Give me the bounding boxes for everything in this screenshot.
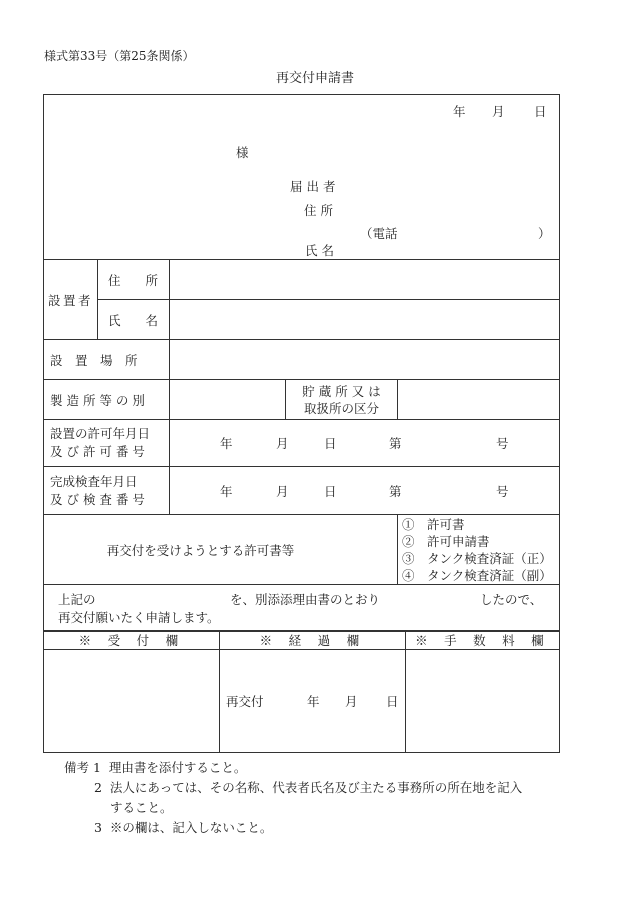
- inspection-date-number-field[interactable]: [170, 467, 560, 515]
- addressee-suffix: 様: [236, 145, 249, 160]
- inspection-label-line1: 完成検査年月日: [50, 473, 138, 489]
- permit-label-line1: 設置の許可年月日: [50, 426, 151, 441]
- reissue-day: 日: [386, 694, 399, 709]
- document-item-tank-certificate-original[interactable]: ③ タンク検査済証（正）: [402, 551, 552, 566]
- note-prefix: 備考 1: [64, 760, 101, 775]
- storage-label-line2: 取扱所の区分: [303, 400, 379, 416]
- installer-address-label: 住 所: [98, 260, 170, 300]
- note-3-text: ※の欄は、記入しないこと。: [109, 820, 273, 835]
- permit-year: 年: [220, 436, 233, 451]
- fee-field[interactable]: [406, 650, 560, 753]
- document-item-tank-certificate-copy[interactable]: ④ タンク検査済証（副）: [402, 568, 552, 583]
- statement-part4: 再交付願いたく申請します。: [58, 610, 220, 625]
- inspection-label: [44, 467, 170, 515]
- applicant-header-cell: [44, 95, 560, 260]
- reissue-target-label: 再交付を受けようとする許可書等: [44, 515, 398, 585]
- inspection-dai: 第: [389, 483, 402, 499]
- date-month: 月: [492, 104, 505, 119]
- inspection-go: 号: [496, 483, 509, 499]
- applicant-address-label: 住 所: [304, 203, 333, 218]
- permit-label: [44, 420, 170, 467]
- location-field[interactable]: [170, 340, 560, 380]
- date-day: 日: [534, 104, 547, 119]
- fee-column-header: ※ 手 数 料 欄: [406, 631, 560, 650]
- form-title: 再交付申請書: [275, 71, 354, 86]
- statement-part3: したので、: [480, 592, 543, 607]
- receipt-field[interactable]: [44, 650, 220, 753]
- progress-field[interactable]: [220, 650, 406, 753]
- note-2-text: 法人にあっては、その名称、代表者氏名及び主たる事務所の所在地を記入: [109, 780, 523, 795]
- application-table: [43, 94, 560, 632]
- form-number-label: 様式第33号（第25条関係）: [44, 49, 195, 63]
- reissue-month: 月: [345, 694, 358, 709]
- permit-go: 号: [496, 436, 509, 451]
- statement-part2: を、別添添理由書のとおり: [230, 592, 381, 607]
- note-1-text: 理由書を添付すること。: [108, 760, 247, 775]
- phone-close: ）: [538, 226, 551, 241]
- permit-month: 月: [276, 436, 289, 451]
- note-2-cont: [64, 798, 522, 818]
- storage-label-line1: 貯 蔵 所 又 は: [302, 383, 381, 399]
- permit-dai: 第: [389, 436, 402, 451]
- reissue-year: 年: [307, 694, 320, 709]
- note-3: [64, 818, 522, 838]
- reissue-label: 再交付: [226, 694, 264, 709]
- receipt-column-header: ※ 受 付 欄: [44, 631, 220, 650]
- document-item-permit[interactable]: ① 許可書: [402, 517, 465, 532]
- note-3-number: 3: [94, 820, 102, 835]
- document-list: [398, 515, 560, 585]
- facility-type-label: 製 造 所 等 の 別: [44, 380, 170, 420]
- location-label: 設 置 場 所: [44, 340, 170, 380]
- office-use-table: [43, 630, 560, 753]
- document-item-permit-application[interactable]: ② 許可申請書: [402, 534, 490, 549]
- installer-name-field[interactable]: [170, 300, 560, 340]
- phone-open: （電話: [360, 226, 398, 241]
- installer-address-field[interactable]: [170, 260, 560, 300]
- statement-part1: 上記の: [58, 592, 96, 607]
- applicant-name-label: 氏 名: [305, 243, 334, 258]
- note-2-number: 2: [94, 780, 102, 795]
- note-2: [64, 778, 522, 798]
- progress-column-header: ※ 経 過 欄: [220, 631, 406, 650]
- storage-category-label: [286, 380, 398, 420]
- installer-name-label: 氏 名: [98, 300, 170, 340]
- note-2-text-cont: すること。: [110, 800, 173, 815]
- permit-day: 日: [324, 436, 337, 451]
- inspection-year: 年: [220, 483, 233, 499]
- statement-cell: [44, 585, 560, 632]
- permit-date-number-field[interactable]: [170, 420, 560, 467]
- inspection-label-line2: 及 び 検 査 番 号: [50, 491, 145, 507]
- inspection-day: 日: [324, 483, 337, 499]
- note-1: [64, 758, 522, 778]
- storage-category-field[interactable]: [398, 380, 560, 420]
- installer-label: 設置者: [44, 260, 98, 340]
- permit-label-line2: 及 び 許 可 番 号: [50, 444, 145, 459]
- date-year: 年: [453, 104, 466, 119]
- inspection-month: 月: [276, 483, 289, 499]
- facility-type-field[interactable]: [170, 380, 286, 420]
- notes-section: [64, 758, 522, 838]
- applicant-title: 届 出 者: [290, 179, 336, 194]
